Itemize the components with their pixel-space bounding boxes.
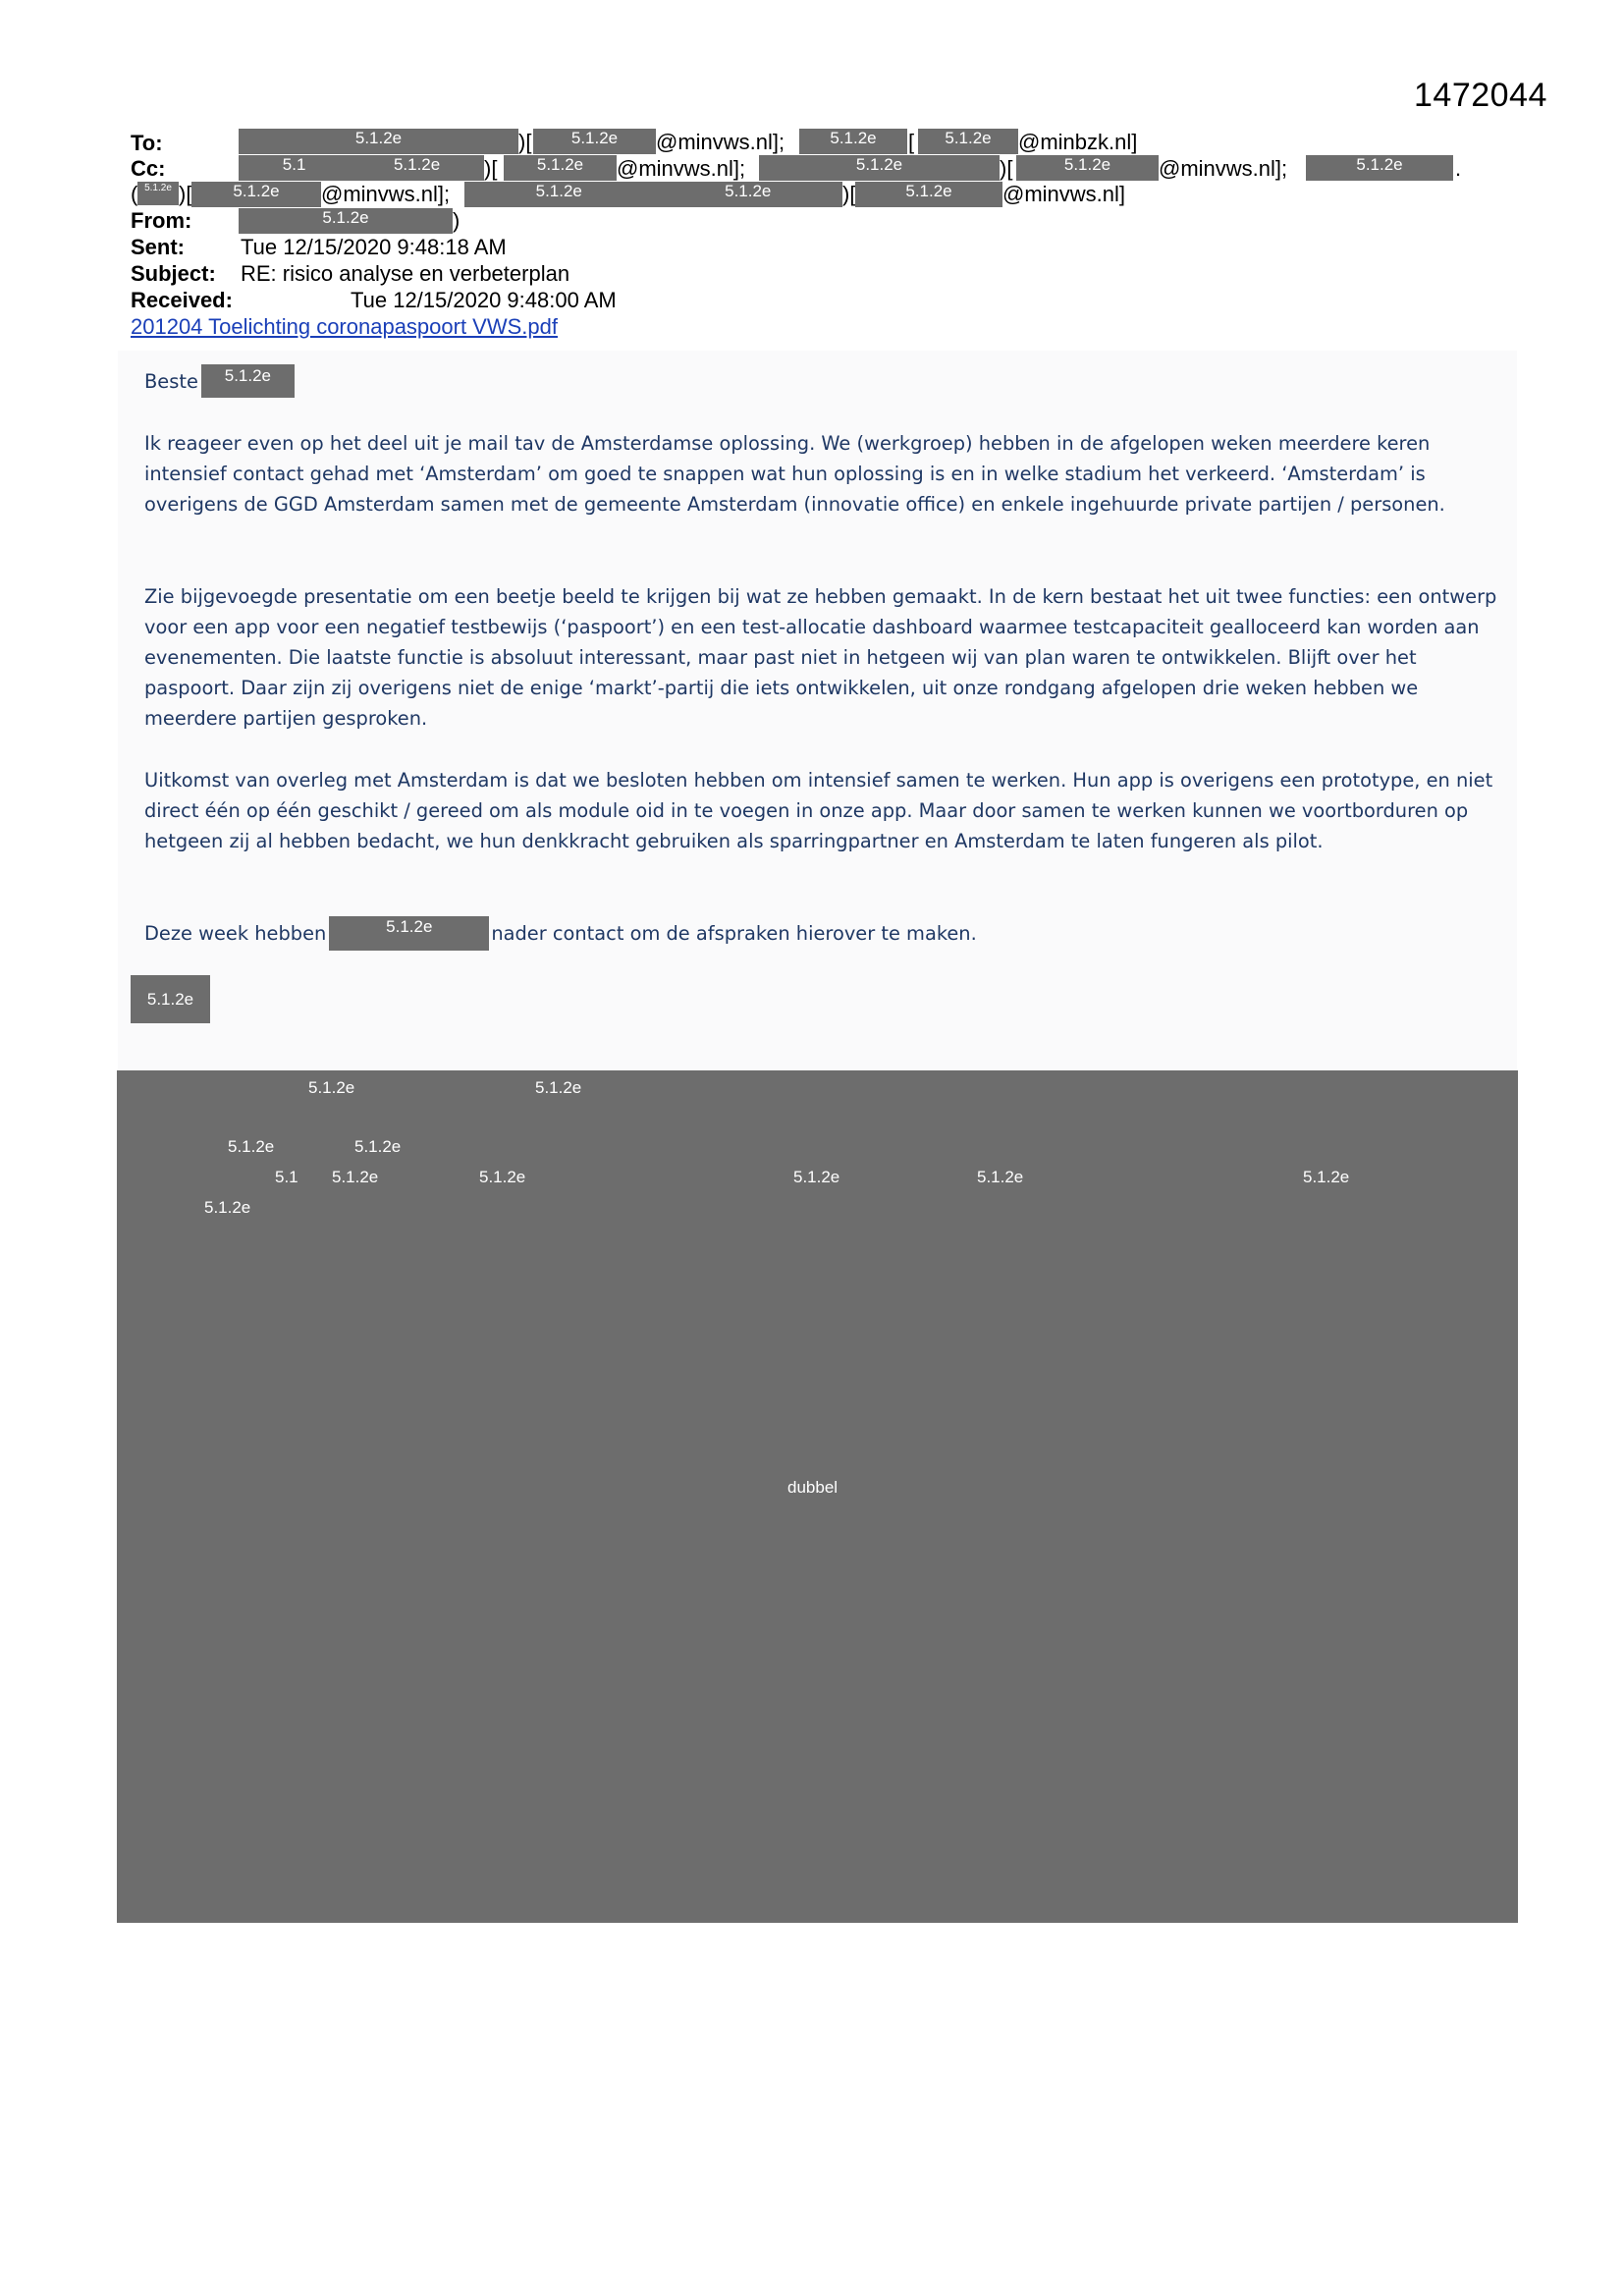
from-label: From: [131,208,192,233]
redaction-code-label: 5.1.2e [228,1137,275,1156]
cc-fragment: )[ [179,182,192,206]
redaction-code-label: 5.1.2e [204,1198,251,1217]
paragraph: Zie bijgevoegde presentatie om een beetje beeld te krijgen bij wat ze hebben gemaakt. In de kern bestaat het uit twee functies: een ontwerp voor een app voor een negatief testbewijs (‘paspoort’) en een test-allocatie dashboard waarmee testcapaciteit gealloceerd kan worden aan evenementen. Die laatste functie is absoluut interessant, maar past niet in hetgeen wij van plan waren te ontwikkelen. Blijft over het paspoort. Daar zijn zij overigens niet de enige ‘markt’-partij die iets ontwikkelen, uit onze rondgang afgelopen drie weken hebben we meerdere partijen gesproken. [144,585,1497,730]
redaction-code-label: 5.1.2e [793,1168,840,1186]
cc-fragment: @minvws.nl]; [617,156,746,181]
subject-label: Subject: [131,261,216,286]
redaction-box: 5.1.2e 5.1.2e [464,182,842,207]
redaction-code-label: 5.1.2e [308,1078,355,1097]
cc-fragment: ( [131,182,138,206]
redaction-box: 5.1.2e [137,182,179,205]
received-label: Received: [131,288,233,312]
cc-fragment: @minvws.nl]; [321,182,451,206]
cc-fragment: )[ [842,182,856,206]
paragraph: Ik reageer even op het deel uit je mail tav de Amsterdamse oplossing. We (werkgroep) hebben in de afgelopen weken meerdere keren intensief contact gehad met ‘Amsterdam’ om goed te snappen wat hun oplossing is en in welke stadium het verkeerd. ‘Amsterdam’ is overigens de GGD Amsterdam samen met de gemeente Amsterdam (innovatie office) en enkele ingehuurde private partijen / personen. [144,432,1445,516]
cc-fragment: )[ [1000,156,1013,181]
redaction-box: 5.1.2e [759,155,1000,181]
to-label: To: [131,131,163,155]
redaction-code-label: 5.1.2e [354,1137,402,1156]
received-value: Tue 12/15/2020 9:48:00 AM [351,288,617,312]
redaction-code-label: 5.1.2e [1303,1168,1350,1186]
cc-fragment: @minvws.nl] [1002,182,1126,206]
from-fragment: ) [453,208,460,233]
redaction-box: 5.1 5.1.2e [239,155,484,181]
redaction-box: 5.1.2e [1016,155,1159,181]
to-fragment: @minvws.nl]; [656,130,785,154]
attachment-link[interactable]: 201204 Toelichting coronapaspoort VWS.pdf [131,314,558,339]
redaction-box: 5.1.2e [799,129,907,154]
redaction-code-label: 5.1.2e [977,1168,1024,1186]
redaction-box: 5.1.2e [239,129,518,154]
to-fragment: [ [908,130,915,154]
redaction-code-label: 5.1 [275,1168,298,1186]
redaction-box: 5.1.2e [329,916,489,951]
sent-label: Sent: [131,235,185,259]
document-number: 1472044 [1414,77,1547,114]
cc-fragment: )[ [484,156,498,181]
cc-fragment: @minvws.nl]; [1159,156,1288,181]
redaction-box: 5.1.2e [1306,155,1453,181]
redaction-box: 5.1.2e [239,208,453,234]
redaction-box: 5.1.2e [855,182,1002,207]
to-fragment: )[ [518,130,532,154]
redaction-code-label: 5.1.2e [479,1168,526,1186]
redaction-box: 5.1.2e [201,364,295,398]
subject-value: RE: risico analyse en verbeterplan [241,261,570,286]
redaction-box: 5.1.2e [504,155,617,181]
sent-value: Tue 12/15/2020 9:48:18 AM [241,235,507,259]
redaction-box: 5.1.2e [918,129,1018,154]
greeting: Beste 5.1.2e [144,366,1509,398]
redaction-code-label: 5.1.2e [535,1078,582,1097]
redaction-reason-label: dubbel [787,1478,839,1497]
to-fragment: @minbzk.nl] [1018,130,1138,154]
cc-fragment: . [1455,156,1462,181]
redaction-box: 5.1.2e [131,975,210,1023]
cc-label: Cc: [131,156,166,181]
redaction-code-label: 5.1.2e [332,1168,379,1186]
redaction-box: 5.1.2e [533,129,656,154]
paragraph: Uitkomst van overleg met Amsterdam is dat we besloten hebben om intensief samen te werken. Hun app is overigens een prototype, en niet direct één op één geschikt / gereed om als module oid in te voegen in onze app. Maar door samen te werken kunnen we voortborduren op hetgeen zij al hebben bedacht, we hun denkkracht gebruiken als sparringpartner en Amsterdam te laten fungeren als pilot. [144,769,1493,852]
redaction-box: 5.1.2e [191,182,321,207]
paragraph: Deze week hebben 5.1.2e nader contact om de afspraken hierover te maken. [144,918,1509,951]
redacted-block [117,1070,1518,1923]
